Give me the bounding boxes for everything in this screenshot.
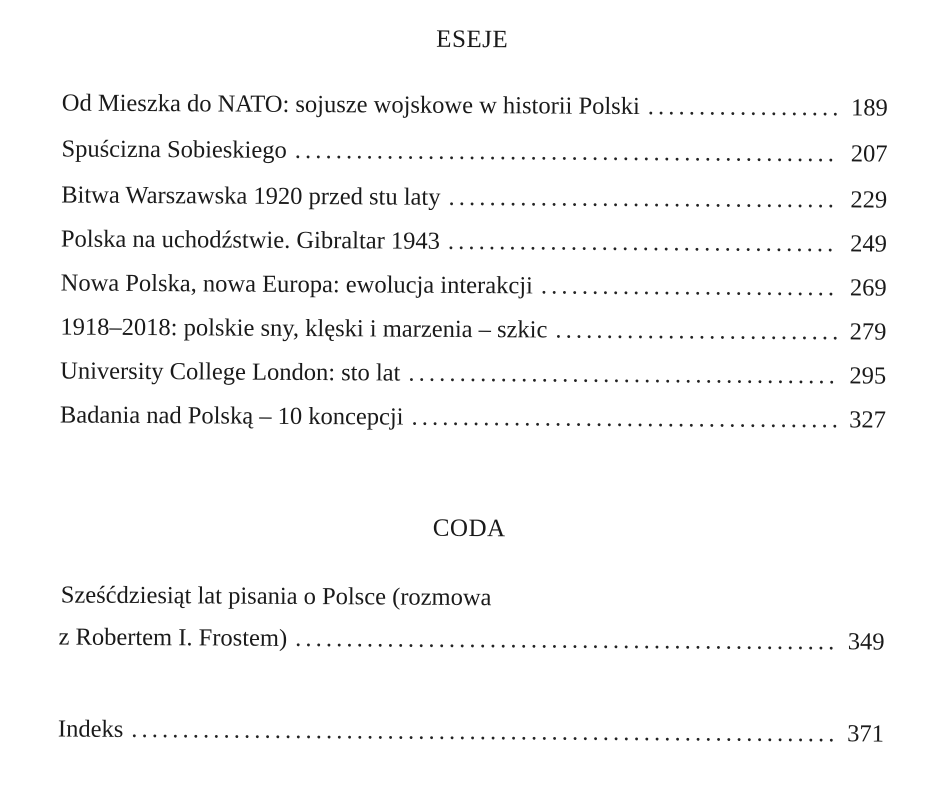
toc-entry-page: 229 — [850, 186, 888, 214]
dot-leader — [295, 135, 840, 170]
toc-entry-title: Polska na uchodźstwie. Gibraltar 1943 — [60, 225, 441, 255]
toc-entry-title: Indeks — [57, 715, 124, 743]
toc-entry — [61, 179, 887, 216]
toc-entry-title: University College London: sto lat — [60, 357, 401, 387]
toc-entry-page: 207 — [850, 140, 888, 168]
toc-entry — [60, 399, 886, 436]
toc-entry-page: 279 — [849, 318, 887, 346]
toc-entry-page: 269 — [849, 274, 887, 302]
toc-entry-index — [58, 713, 884, 750]
toc-entry — [58, 621, 884, 658]
toc-entry-title: 1918–2018: polskie sny, klęski i marzenia – szkic — [60, 313, 548, 344]
toc-entry — [61, 267, 887, 304]
section-heading-coda: CODA — [432, 514, 506, 543]
dot-leader — [411, 402, 838, 437]
toc-entry-title: Spuścizna Sobieskiego — [61, 135, 287, 164]
toc-entry — [62, 88, 888, 125]
toc-entry-title: Bitwa Warszawska 1920 przed stu laty — [61, 181, 441, 211]
toc-entry-page: 371 — [847, 720, 885, 748]
dot-leader — [295, 623, 837, 658]
toc-entry — [60, 355, 886, 392]
dot-leader — [648, 91, 840, 124]
dot-leader — [131, 714, 836, 750]
dot-leader — [448, 226, 839, 260]
toc-entry-page: 349 — [847, 628, 885, 656]
dot-leader — [555, 315, 838, 349]
toc-entry-title: Nowa Polska, nowa Europa: ewolucja interakcji — [60, 269, 533, 300]
toc-entry — [61, 134, 887, 171]
dot-leader — [408, 358, 838, 393]
toc-entry-page: 189 — [850, 94, 888, 122]
toc-entry — [61, 223, 887, 260]
toc-entry-title-line1: Sześćdziesiąt lat pisania o Polsce (rozmowa — [60, 581, 492, 612]
toc-entry — [60, 311, 886, 348]
dot-leader — [541, 270, 839, 304]
toc-entry-title: Badania nad Polską – 10 koncepcji — [59, 401, 404, 431]
section-heading-eseje: ESEJE — [436, 25, 509, 54]
toc-entry-page: 249 — [850, 230, 888, 258]
toc-entry-page: 295 — [849, 362, 887, 390]
dot-leader — [448, 182, 839, 216]
toc-entry-title-line2: z Robertem I. Frostem) — [58, 623, 288, 652]
toc-entry-title: Od Mieszka do NATO: sojusze wojskowe w historii Polski — [61, 89, 640, 121]
toc-entry-page: 327 — [849, 406, 886, 434]
